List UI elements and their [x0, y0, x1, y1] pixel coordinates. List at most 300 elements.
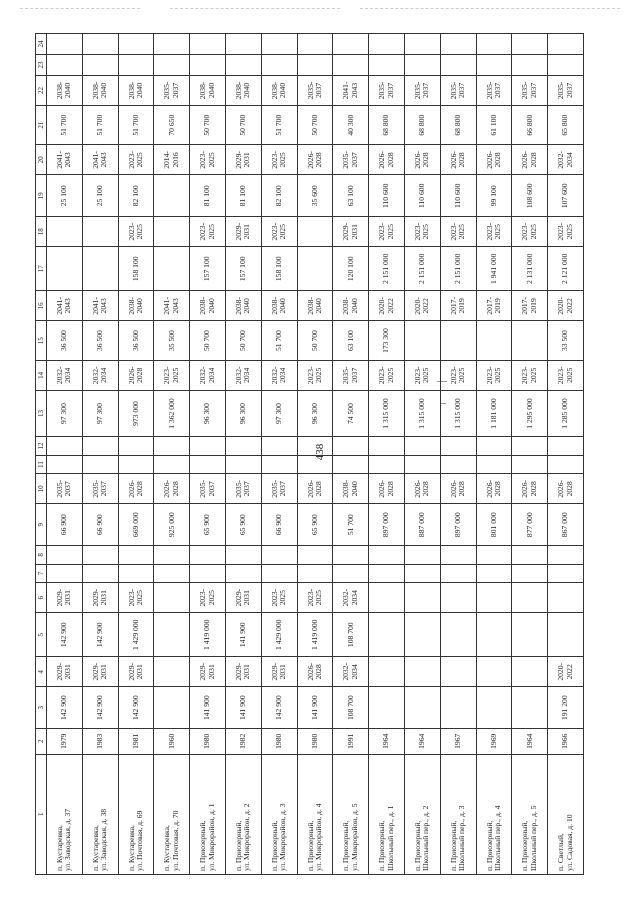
table-cell: 2032- 2034 [47, 360, 83, 390]
table-cell: 1966 [548, 729, 584, 754]
table-cell: 2023- 2025 [261, 145, 297, 175]
table-cell [297, 437, 333, 456]
column-number: 2 [36, 729, 47, 754]
table-cell [548, 455, 584, 474]
table-cell: 1969 [476, 729, 512, 754]
table-cell: 1980 [261, 729, 297, 754]
table-cell [333, 546, 369, 565]
table-cell: 2023- 2025 [440, 360, 476, 390]
table-cell: 108 700 [333, 687, 369, 729]
table-cell: 120 100 [333, 247, 369, 291]
table-cell [297, 247, 333, 291]
table-cell: 141 900 [225, 687, 261, 729]
table-cell: 2023- 2025 [548, 360, 584, 390]
table-body [36, 34, 584, 875]
table-cell: 2035- 2037 [154, 75, 190, 105]
table-cell: 33 500 [548, 321, 584, 360]
table-cell: 142 900 [82, 687, 118, 729]
table-cell: 142 900 [47, 613, 83, 657]
table-cell: 2041- 2043 [47, 291, 83, 321]
table-cell: 877 000 [512, 504, 548, 546]
table-cell [333, 437, 369, 456]
table-cell: 973 000 [118, 390, 154, 436]
table-cell [512, 455, 548, 474]
address-cell: п. Приозерный, ул. Микрорайон, д. 3 [261, 754, 297, 874]
table-cell: 97 300 [261, 390, 297, 436]
table-cell [369, 34, 405, 55]
table-cell: 2026- 2028 [548, 474, 584, 504]
table-cell: 2026- 2028 [440, 474, 476, 504]
scan-artifact-line [20, 8, 140, 10]
table-cell [512, 437, 548, 456]
table-cell [404, 546, 440, 565]
page-number: 438 [314, 443, 326, 461]
table-cell [333, 455, 369, 474]
table-cell: 1980 [190, 729, 226, 754]
table-cell [548, 34, 584, 55]
table-cell: 2029- 2031 [190, 657, 226, 687]
table-cell: 51 700 [47, 105, 83, 144]
table-cell: 2035- 2037 [82, 474, 118, 504]
table-cell [297, 55, 333, 76]
table-cell: 2 121 000 [548, 247, 584, 291]
column-number: 8 [36, 546, 47, 565]
table-cell: 110 600 [369, 175, 405, 217]
table-cell [404, 437, 440, 456]
table-cell: 1983 [82, 729, 118, 754]
table-cell: 108 700 [333, 613, 369, 657]
column-number: 14 [36, 360, 47, 390]
table-cell [404, 687, 440, 729]
table-cell [118, 455, 154, 474]
table-cell [190, 546, 226, 565]
table-cell [47, 34, 83, 55]
table-cell: 897 000 [369, 504, 405, 546]
table-cell: 66 900 [82, 504, 118, 546]
column-number: 23 [36, 55, 47, 76]
column-number: 12 [36, 437, 47, 456]
table-cell: 2038- 2040 [225, 75, 261, 105]
table-cell [225, 437, 261, 456]
address-cell: п. Кустаревка, ул. Заводская, д. 38 [82, 754, 118, 874]
table-cell: 40 300 [333, 105, 369, 144]
table-cell: 66 900 [47, 504, 83, 546]
column-number: 3 [36, 687, 47, 729]
table-cell: 1 315 000 [369, 390, 405, 436]
address-cell: п. Приозерный, ул. Микрорайон, д. 1 [190, 754, 226, 874]
column-number: 5 [36, 613, 47, 657]
table-cell: 2041- 2043 [47, 145, 83, 175]
table-cell [154, 657, 190, 687]
table-cell: 2029- 2031 [225, 145, 261, 175]
table-cell: 2029- 2031 [225, 657, 261, 687]
column-number-row [36, 34, 47, 875]
column-number: 7 [36, 564, 47, 583]
table-cell: 2023- 2025 [261, 583, 297, 613]
table-cell [154, 175, 190, 217]
table-cell [369, 613, 405, 657]
table-cell [369, 687, 405, 729]
table-cell: 2023- 2025 [512, 360, 548, 390]
table-cell: 61 100 [476, 105, 512, 144]
table-cell [47, 55, 83, 76]
table-cell: 1964 [404, 729, 440, 754]
table-cell: 2035- 2037 [404, 75, 440, 105]
column-number: 13 [36, 390, 47, 436]
table-cell: 2041- 2043 [333, 75, 369, 105]
table-cell: 82 100 [261, 175, 297, 217]
table-cell [512, 321, 548, 360]
table-cell: 2041- 2043 [82, 291, 118, 321]
column-number: 11 [36, 455, 47, 474]
table-cell: 2026- 2028 [369, 474, 405, 504]
scan-artifact-line [170, 8, 340, 10]
table-row [369, 34, 405, 875]
address-cell: п. Приозерный, Школьный пер., д. 4 [476, 754, 512, 874]
table-cell [404, 564, 440, 583]
table-cell: 2023- 2025 [118, 217, 154, 247]
table-cell: 1991 [333, 729, 369, 754]
table-cell: 142 900 [118, 687, 154, 729]
table-cell: 2032- 2034 [190, 360, 226, 390]
table-cell [476, 455, 512, 474]
table-cell [118, 55, 154, 76]
table-cell [512, 583, 548, 613]
table-cell: 65 800 [548, 105, 584, 144]
table-cell: 1 181 000 [476, 390, 512, 436]
table-cell: 2026- 2028 [512, 474, 548, 504]
table-cell [440, 564, 476, 583]
table-cell [261, 564, 297, 583]
table-cell: 2038- 2040 [261, 75, 297, 105]
table-cell: 2026- 2028 [440, 145, 476, 175]
table-cell [369, 546, 405, 565]
table-cell: 51 700 [118, 105, 154, 144]
table-cell: 2035- 2037 [333, 145, 369, 175]
table-cell: 2029- 2031 [261, 657, 297, 687]
table-cell: 2038- 2040 [47, 75, 83, 105]
table-cell [154, 583, 190, 613]
table-cell [404, 657, 440, 687]
table-cell: 25 100 [47, 175, 83, 217]
table-cell: 2026- 2028 [404, 145, 440, 175]
table-cell: 63 100 [333, 321, 369, 360]
table-cell: 2038- 2040 [333, 291, 369, 321]
table-cell: 1 315 000 [440, 390, 476, 436]
table-cell: 2029- 2031 [333, 217, 369, 247]
column-number: 21 [36, 105, 47, 144]
table-cell: 50 700 [225, 321, 261, 360]
table-row [225, 34, 261, 875]
table-cell: 2026- 2028 [297, 145, 333, 175]
table-cell: 2 151 000 [404, 247, 440, 291]
table-cell: 2026- 2028 [297, 657, 333, 687]
table-cell: 110 600 [440, 175, 476, 217]
column-number: 10 [36, 474, 47, 504]
scan-artifact-line [360, 8, 620, 10]
table-cell: 1 429 000 [118, 613, 154, 657]
table-cell [154, 455, 190, 474]
table-cell: 51 700 [261, 105, 297, 144]
table-cell: 1 419 000 [297, 613, 333, 657]
table-cell [440, 546, 476, 565]
address-cell: п. Приозерный, ул. Микрорайон, д. 5 [333, 754, 369, 874]
table-cell: 1 419 000 [190, 613, 226, 657]
table-cell: 65 900 [190, 504, 226, 546]
table-cell [476, 583, 512, 613]
table-cell: 2023- 2025 [476, 360, 512, 390]
table-cell: 2023- 2025 [154, 360, 190, 390]
table-cell: 2023- 2025 [118, 145, 154, 175]
table-cell: 66 800 [512, 105, 548, 144]
table-cell: 51 700 [333, 504, 369, 546]
address-cell: п. Приозерный, Школьный пер., д. 5 [512, 754, 548, 874]
table-cell: 2035- 2037 [261, 474, 297, 504]
table-cell: 2017- 2019 [512, 291, 548, 321]
table-cell: 65 900 [225, 504, 261, 546]
table-cell: 51 700 [261, 321, 297, 360]
table-cell: 158 100 [261, 247, 297, 291]
table-cell: 2023- 2025 [118, 583, 154, 613]
table-cell [225, 34, 261, 55]
table-cell: 50 700 [297, 321, 333, 360]
table-cell [404, 321, 440, 360]
table-cell [261, 546, 297, 565]
table-cell: 2029- 2031 [47, 657, 83, 687]
table-cell [225, 55, 261, 76]
table-cell [333, 55, 369, 76]
table-cell [512, 55, 548, 76]
table-cell: 2023- 2025 [190, 145, 226, 175]
table-row [476, 34, 512, 875]
table-cell [512, 657, 548, 687]
table-cell [190, 55, 226, 76]
table-cell: 2 151 000 [369, 247, 405, 291]
table-cell: 2023- 2025 [440, 217, 476, 247]
table-cell: 2032- 2034 [333, 583, 369, 613]
table-cell: 2026- 2028 [476, 145, 512, 175]
table-cell [512, 613, 548, 657]
table-cell: 2026- 2028 [369, 145, 405, 175]
table-cell: 2023- 2025 [512, 217, 548, 247]
table-cell: 2041- 2043 [82, 145, 118, 175]
table-cell: 63 100 [333, 175, 369, 217]
table-cell: 68 800 [440, 105, 476, 144]
table-cell [548, 55, 584, 76]
table-cell [476, 437, 512, 456]
table-cell [404, 55, 440, 76]
table-cell [154, 687, 190, 729]
table-cell: 2035- 2037 [190, 474, 226, 504]
table-cell: 2038- 2040 [297, 291, 333, 321]
column-number: 24 [36, 34, 47, 55]
table-cell: 1 285 000 [548, 390, 584, 436]
column-number: 4 [36, 657, 47, 687]
table-cell [154, 546, 190, 565]
table-cell: 2038- 2040 [190, 75, 226, 105]
table-cell: 158 100 [118, 247, 154, 291]
table-cell [47, 247, 83, 291]
table-cell [154, 437, 190, 456]
table-row [512, 34, 548, 875]
table-row [47, 34, 83, 875]
table-cell: 2035- 2037 [476, 75, 512, 105]
table-cell: 669 000 [118, 504, 154, 546]
table-cell [118, 546, 154, 565]
table-cell [440, 657, 476, 687]
table-cell: 2035- 2037 [47, 474, 83, 504]
table-cell: 1 941 000 [476, 247, 512, 291]
table-cell [548, 564, 584, 583]
table-cell: 2020- 2022 [404, 291, 440, 321]
table-cell: 50 700 [190, 105, 226, 144]
table-cell: 1 295 000 [512, 390, 548, 436]
table-cell: 68 800 [369, 105, 405, 144]
column-number: 6 [36, 583, 47, 613]
table-cell [512, 687, 548, 729]
table-cell [297, 217, 333, 247]
table-cell [440, 687, 476, 729]
table-cell: 108 600 [512, 175, 548, 217]
table-cell [512, 564, 548, 583]
table-cell: 142 900 [82, 613, 118, 657]
table-cell: 2038- 2040 [82, 75, 118, 105]
table-cell [476, 34, 512, 55]
table-row [333, 34, 369, 875]
table-cell [82, 455, 118, 474]
column-number: 17 [36, 247, 47, 291]
table-cell: 35 500 [154, 321, 190, 360]
table-cell [476, 613, 512, 657]
table-cell: 173 300 [369, 321, 405, 360]
table-cell [369, 564, 405, 583]
table-cell [440, 321, 476, 360]
table-cell [47, 437, 83, 456]
table-row [261, 34, 297, 875]
table-cell: 96 300 [225, 390, 261, 436]
table-cell [440, 583, 476, 613]
table-cell: 107 600 [548, 175, 584, 217]
table-cell [512, 34, 548, 55]
table-cell [333, 564, 369, 583]
table-cell [369, 437, 405, 456]
table-cell: 1967 [440, 729, 476, 754]
table-cell: 74 500 [333, 390, 369, 436]
table-cell [476, 687, 512, 729]
table-cell [261, 34, 297, 55]
table-cell: 142 900 [47, 687, 83, 729]
table-cell: 2032- 2034 [548, 145, 584, 175]
table-cell: 142 900 [261, 687, 297, 729]
table-cell [440, 613, 476, 657]
table-cell [333, 34, 369, 55]
table-cell: 96 300 [297, 390, 333, 436]
table-cell: 50 700 [297, 105, 333, 144]
table-cell [118, 564, 154, 583]
table-cell: 36 500 [118, 321, 154, 360]
table-cell: 2026- 2028 [118, 360, 154, 390]
table-cell [47, 546, 83, 565]
table-cell [369, 55, 405, 76]
column-number: 9 [36, 504, 47, 546]
table-cell [47, 564, 83, 583]
table-cell: 2035- 2037 [297, 75, 333, 105]
table-cell: 2035- 2037 [369, 75, 405, 105]
table-cell: 110 600 [404, 175, 440, 217]
table-cell [476, 564, 512, 583]
table-cell: 1980 [297, 729, 333, 754]
table-cell: 97 300 [47, 390, 83, 436]
table-cell: 2035- 2037 [225, 474, 261, 504]
table-cell: 2032- 2034 [82, 360, 118, 390]
table-cell: 2026- 2028 [297, 474, 333, 504]
table-cell: 65 900 [297, 504, 333, 546]
table-cell: 925 000 [154, 504, 190, 546]
table-cell [82, 546, 118, 565]
table-cell [261, 55, 297, 76]
table-cell: 2029- 2031 [225, 217, 261, 247]
table-cell: 2038- 2040 [118, 291, 154, 321]
table-row [440, 34, 476, 875]
column-number: 19 [36, 175, 47, 217]
table-cell: 96 300 [190, 390, 226, 436]
table-cell: 2035- 2037 [512, 75, 548, 105]
table-cell: 867 000 [548, 504, 584, 546]
table-cell: 2023- 2025 [261, 217, 297, 247]
table-cell [82, 34, 118, 55]
table-cell [548, 546, 584, 565]
table-cell: 97 300 [82, 390, 118, 436]
table-cell [404, 455, 440, 474]
table-cell: 157 100 [225, 247, 261, 291]
table-cell [225, 546, 261, 565]
table-cell: 2023- 2025 [404, 360, 440, 390]
table-cell: 1 315 000 [404, 390, 440, 436]
table-cell: 141 900 [297, 687, 333, 729]
table-cell [190, 564, 226, 583]
table-cell: 2038- 2040 [261, 291, 297, 321]
table-cell [82, 437, 118, 456]
table-cell [404, 34, 440, 55]
table-row [404, 34, 440, 875]
table-cell: 2023- 2025 [369, 217, 405, 247]
table-cell: 2 151 000 [440, 247, 476, 291]
table-cell: 1964 [369, 729, 405, 754]
table-cell: 2 131 000 [512, 247, 548, 291]
table-cell: 36 500 [82, 321, 118, 360]
table-cell [476, 321, 512, 360]
table-cell [404, 613, 440, 657]
table-cell: 2023- 2025 [297, 360, 333, 390]
table-row [548, 34, 584, 875]
table-cell: 2023- 2025 [190, 583, 226, 613]
table-cell [548, 613, 584, 657]
table-cell: 887 000 [404, 504, 440, 546]
table-row [297, 34, 333, 875]
table-cell [190, 437, 226, 456]
table-cell: 2026- 2028 [118, 474, 154, 504]
table-cell [82, 55, 118, 76]
table-cell: 35 600 [297, 175, 333, 217]
table-cell [440, 55, 476, 76]
table-cell [225, 455, 261, 474]
table-cell [82, 247, 118, 291]
table-cell [369, 455, 405, 474]
table-cell: 1979 [47, 729, 83, 754]
table-cell: 2035- 2037 [548, 75, 584, 105]
column-number: 22 [36, 75, 47, 105]
table-cell [261, 455, 297, 474]
